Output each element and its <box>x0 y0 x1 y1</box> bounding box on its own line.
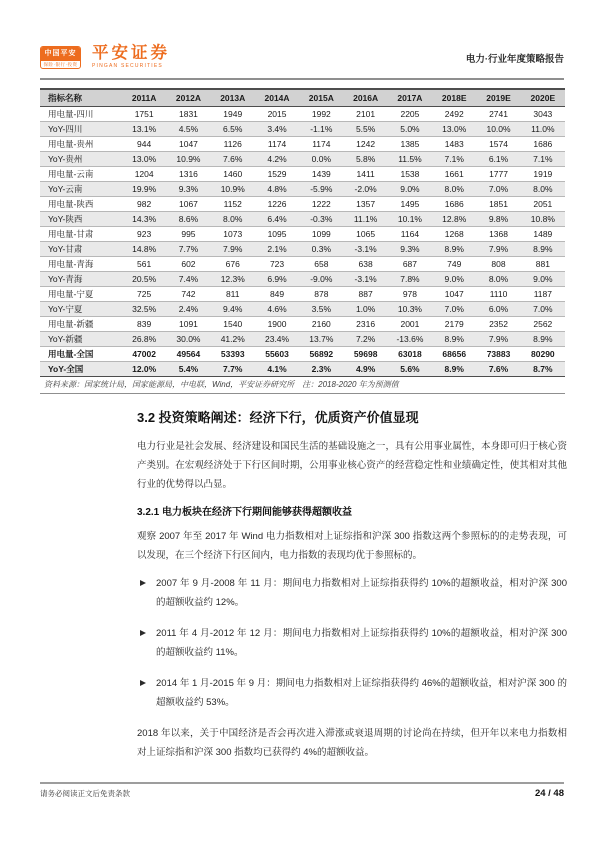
cell-value: 6.9% <box>255 272 299 287</box>
cell-value: 1439 <box>299 167 343 182</box>
brand-name: 平安证券 <box>92 44 170 62</box>
cell-value: 1268 <box>432 227 476 242</box>
cell-value: 1065 <box>343 227 387 242</box>
cell-value: 923 <box>122 227 166 242</box>
arrow-right-icon <box>140 680 146 686</box>
cell-value: 878 <box>299 287 343 302</box>
cell-value: 1099 <box>299 227 343 242</box>
cell-value: 7.0% <box>476 182 520 197</box>
cell-value: 1489 <box>521 227 565 242</box>
cell-value: 9.3% <box>166 182 210 197</box>
cell-value: 7.4% <box>166 272 210 287</box>
row-label: YoY-陕西 <box>40 212 122 227</box>
cell-value: 2179 <box>432 317 476 332</box>
cell-value: 1574 <box>476 137 520 152</box>
cell-value: 5.5% <box>343 122 387 137</box>
cell-value: 53393 <box>211 347 255 362</box>
cell-value: 1174 <box>299 137 343 152</box>
cell-value: 1095 <box>255 227 299 242</box>
cell-value: 12.8% <box>432 212 476 227</box>
row-label: YoY-甘肃 <box>40 242 122 257</box>
cell-value: 8.9% <box>432 332 476 347</box>
cell-value: 80290 <box>521 347 565 362</box>
cell-value: 7.9% <box>476 242 520 257</box>
cell-value: 1126 <box>211 137 255 152</box>
column-header: 2016A <box>343 89 387 107</box>
cell-value: 3.5% <box>299 302 343 317</box>
cell-value: 1495 <box>388 197 432 212</box>
table-row <box>40 317 565 332</box>
cell-value: 12.3% <box>211 272 255 287</box>
cell-value: 1851 <box>476 197 520 212</box>
cell-value: -3.1% <box>343 272 387 287</box>
cell-value: 808 <box>476 257 520 272</box>
table-row <box>40 197 565 212</box>
cell-value: 8.7% <box>521 362 565 377</box>
cell-value: 13.7% <box>299 332 343 347</box>
cell-value: 4.5% <box>166 122 210 137</box>
row-label: 用电量-甘肃 <box>40 227 122 242</box>
main-content <box>137 407 567 771</box>
table-row <box>40 122 565 137</box>
cell-value: 4.2% <box>255 152 299 167</box>
cell-value: 12.0% <box>122 362 166 377</box>
cell-value: 1538 <box>388 167 432 182</box>
cell-value: 9.4% <box>211 302 255 317</box>
cell-value: 2.4% <box>166 302 210 317</box>
cell-value: 6.1% <box>476 152 520 167</box>
table-row <box>40 332 565 347</box>
cell-value: 10.0% <box>476 122 520 137</box>
cell-value: 63018 <box>388 347 432 362</box>
cell-value: 978 <box>388 287 432 302</box>
cell-value: 602 <box>166 257 210 272</box>
cell-value: 8.0% <box>476 272 520 287</box>
cell-value: 32.5% <box>122 302 166 317</box>
table-row <box>40 347 565 362</box>
cell-value: 2051 <box>521 197 565 212</box>
cell-value: 7.6% <box>476 362 520 377</box>
electricity-consumption-table-section <box>40 88 565 394</box>
cell-value: 7.1% <box>521 152 565 167</box>
cell-value: 881 <box>521 257 565 272</box>
logo-badge-title: 中国平安 <box>41 47 80 61</box>
cell-value: 20.5% <box>122 272 166 287</box>
cell-value: 1540 <box>211 317 255 332</box>
cell-value: 2160 <box>299 317 343 332</box>
cell-value: 1204 <box>122 167 166 182</box>
table-row <box>40 167 565 182</box>
cell-value: 30.0% <box>166 332 210 347</box>
cell-value: 2001 <box>388 317 432 332</box>
cell-value: 10.8% <box>521 212 565 227</box>
cell-value: 1777 <box>476 167 520 182</box>
cell-value: 14.3% <box>122 212 166 227</box>
cell-value: 8.9% <box>432 362 476 377</box>
cell-value: 1751 <box>122 107 166 122</box>
table-row <box>40 107 565 122</box>
cell-value: 1067 <box>166 197 210 212</box>
row-label: 用电量-四川 <box>40 107 122 122</box>
table-row <box>40 257 565 272</box>
cell-value: 723 <box>255 257 299 272</box>
cell-value: 9.8% <box>476 212 520 227</box>
cell-value: 13.0% <box>122 152 166 167</box>
row-label: 用电量-宁夏 <box>40 287 122 302</box>
bullet-text: 2007 年 9 月-2008 年 11 月：期间电力指数相对上证综指获得约 10%的超额收益，相对沪深 300 的超额收益约 12%。 <box>156 578 567 608</box>
column-header: 2020E <box>521 89 565 107</box>
row-label: 用电量-贵州 <box>40 137 122 152</box>
table-row <box>40 137 565 152</box>
cell-value: 73883 <box>476 347 520 362</box>
cell-value: 638 <box>343 257 387 272</box>
column-header: 2018E <box>432 89 476 107</box>
table-body <box>40 107 565 377</box>
cell-value: 1047 <box>166 137 210 152</box>
cell-value: 1091 <box>166 317 210 332</box>
cell-value: 1242 <box>343 137 387 152</box>
cell-value: 6.0% <box>476 302 520 317</box>
cell-value: 1047 <box>432 287 476 302</box>
cell-value: 23.4% <box>255 332 299 347</box>
cell-value: 1073 <box>211 227 255 242</box>
cell-value: 8.0% <box>521 182 565 197</box>
section-title: 3.2 投资策略阐述：经济下行，优质资产价值显现 <box>137 410 419 425</box>
cell-value: 6.4% <box>255 212 299 227</box>
cell-value: 1385 <box>388 137 432 152</box>
cell-value: 1831 <box>166 107 210 122</box>
cell-value: 9.0% <box>388 182 432 197</box>
cell-value: 1357 <box>343 197 387 212</box>
cell-value: 1187 <box>521 287 565 302</box>
row-label: 用电量-云南 <box>40 167 122 182</box>
arrow-right-icon <box>140 580 146 586</box>
cell-value: 4.8% <box>255 182 299 197</box>
row-label: YoY-宁夏 <box>40 302 122 317</box>
cell-value: 59698 <box>343 347 387 362</box>
cell-value: 2015 <box>255 107 299 122</box>
cell-value: 49564 <box>166 347 210 362</box>
row-label: YoY-全国 <box>40 362 122 377</box>
cell-value: -5.9% <box>299 182 343 197</box>
cell-value: 7.1% <box>432 152 476 167</box>
cell-value: 7.8% <box>388 272 432 287</box>
cell-value: 1368 <box>476 227 520 242</box>
cell-value: 2.3% <box>299 362 343 377</box>
cell-value: 676 <box>211 257 255 272</box>
report-type-label: 电力·行业年度策略报告 <box>465 53 564 65</box>
cell-value: 14.8% <box>122 242 166 257</box>
cell-value: 2352 <box>476 317 520 332</box>
page-number: 24 / 48 <box>534 788 564 799</box>
paragraph: 电力行业是社会发展、经济建设和国民生活的基础设施之一，具有公用事业属性，本身即可归于核心资产类别。在宏观经济处于下行区间时期，公用事业核心资产的经营稳定性和业绩确定性，使其相对其他行业的优势得以凸显。 <box>137 441 567 490</box>
cell-value: 8.9% <box>432 242 476 257</box>
cell-value: -2.0% <box>343 182 387 197</box>
cell-value: 687 <box>388 257 432 272</box>
logo-badge-subtitle: 保险·银行·投资 <box>43 62 78 67</box>
cell-value: 944 <box>122 137 166 152</box>
column-header: 2017A <box>388 89 432 107</box>
brand-block <box>92 45 170 70</box>
column-header: 2012A <box>166 89 210 107</box>
bullet-item <box>140 574 567 612</box>
cell-value: 849 <box>255 287 299 302</box>
cell-value: 19.9% <box>122 182 166 197</box>
cell-value: 1919 <box>521 167 565 182</box>
column-header: 指标名称 <box>40 89 122 107</box>
column-header: 2014A <box>255 89 299 107</box>
cell-value: 839 <box>122 317 166 332</box>
cell-value: 7.0% <box>432 302 476 317</box>
cell-value: 2.1% <box>255 242 299 257</box>
row-label: YoY-四川 <box>40 122 122 137</box>
row-label: YoY-云南 <box>40 182 122 197</box>
cell-value: 5.6% <box>388 362 432 377</box>
cell-value: 55603 <box>255 347 299 362</box>
table-row <box>40 152 565 167</box>
bullet-text: 2014 年 1 月-2015 年 9 月：期间电力指数相对上证综指获得约 46%的超额收益，相对沪深 300 的超额收益约 53%。 <box>156 678 567 708</box>
cell-value: 2316 <box>343 317 387 332</box>
cell-value: 10.9% <box>211 182 255 197</box>
row-label: 用电量-新疆 <box>40 317 122 332</box>
table-row <box>40 242 565 257</box>
cell-value: 8.0% <box>211 212 255 227</box>
cell-value: -13.6% <box>388 332 432 347</box>
table-row <box>40 182 565 197</box>
cell-value: 7.6% <box>211 152 255 167</box>
cell-value: 10.3% <box>388 302 432 317</box>
cell-value: 6.5% <box>211 122 255 137</box>
cell-value: 1686 <box>432 197 476 212</box>
cell-value: 4.6% <box>255 302 299 317</box>
cell-value: 11.5% <box>388 152 432 167</box>
cell-value: 1316 <box>166 167 210 182</box>
column-header: 2015A <box>299 89 343 107</box>
data-table <box>40 88 565 377</box>
arrow-right-icon <box>140 630 146 636</box>
cell-value: 68656 <box>432 347 476 362</box>
cell-value: 9.0% <box>521 272 565 287</box>
table-row <box>40 287 565 302</box>
cell-value: 1483 <box>432 137 476 152</box>
cell-value: 1411 <box>343 167 387 182</box>
cell-value: 995 <box>166 227 210 242</box>
paragraph: 2018 年以来，关于中国经济是否会再次进入滞涨或衰退周期的讨论尚在持续，但开年以来电力指数相对上证综指和沪深 300 指数均已获得约 4%的超额收益。 <box>137 728 567 758</box>
cell-value: 1529 <box>255 167 299 182</box>
cell-value: 982 <box>122 197 166 212</box>
cell-value: -0.3% <box>299 212 343 227</box>
cell-value: 7.0% <box>521 302 565 317</box>
cell-value: 1661 <box>432 167 476 182</box>
cell-value: 13.1% <box>122 122 166 137</box>
cell-value: 4.9% <box>343 362 387 377</box>
cell-value: 887 <box>343 287 387 302</box>
row-label: YoY-青海 <box>40 272 122 287</box>
cell-value: 4.1% <box>255 362 299 377</box>
cell-value: 3043 <box>521 107 565 122</box>
cell-value: 1460 <box>211 167 255 182</box>
cell-value: 2205 <box>388 107 432 122</box>
cell-value: 749 <box>432 257 476 272</box>
cell-value: 5.0% <box>388 122 432 137</box>
cell-value: 1110 <box>476 287 520 302</box>
table-row <box>40 212 565 227</box>
cell-value: 658 <box>299 257 343 272</box>
cell-value: 8.9% <box>521 242 565 257</box>
row-label: 用电量-青海 <box>40 257 122 272</box>
cell-value: 1222 <box>299 197 343 212</box>
table-row <box>40 272 565 287</box>
cell-value: 2562 <box>521 317 565 332</box>
cell-value: 47002 <box>122 347 166 362</box>
cell-value: 11.1% <box>343 212 387 227</box>
cell-value: 8.6% <box>166 212 210 227</box>
cell-value: 7.2% <box>343 332 387 347</box>
table-source-note: 资料来源：国家统计局，国家能源局，中电联，Wind，平安证券研究所 注：2018-2020 年为预测值 <box>40 377 565 394</box>
cell-value: 1226 <box>255 197 299 212</box>
pingan-logo-icon <box>40 46 81 69</box>
column-header: 2011A <box>122 89 166 107</box>
cell-value: 1174 <box>255 137 299 152</box>
cell-value: 0.0% <box>299 152 343 167</box>
cell-value: 41.2% <box>211 332 255 347</box>
cell-value: 11.0% <box>521 122 565 137</box>
cell-value: 13.0% <box>432 122 476 137</box>
cell-value: -9.0% <box>299 272 343 287</box>
cell-value: 3.4% <box>255 122 299 137</box>
cell-value: 725 <box>122 287 166 302</box>
cell-value: 1992 <box>299 107 343 122</box>
cell-value: 7.9% <box>476 332 520 347</box>
cell-value: 742 <box>166 287 210 302</box>
cell-value: 811 <box>211 287 255 302</box>
cell-value: 8.0% <box>432 182 476 197</box>
cell-value: 561 <box>122 257 166 272</box>
page-header <box>40 45 564 80</box>
cell-value: 10.1% <box>388 212 432 227</box>
bullet-text: 2011 年 4 月-2012 年 12 月：期间电力指数相对上证综指获得约 10%的超额收益，相对沪深 300 的超额收益约 11%。 <box>156 628 567 658</box>
cell-value: 26.8% <box>122 332 166 347</box>
table-row <box>40 227 565 242</box>
bullet-item <box>140 624 567 662</box>
cell-value: 2741 <box>476 107 520 122</box>
row-label: 用电量-陕西 <box>40 197 122 212</box>
table-row <box>40 362 565 377</box>
cell-value: 10.9% <box>166 152 210 167</box>
bullet-item <box>140 674 567 712</box>
disclaimer-text: 请务必阅读正文后免责条款 <box>40 789 130 798</box>
cell-value: 2101 <box>343 107 387 122</box>
cell-value: 5.4% <box>166 362 210 377</box>
cell-value: 1686 <box>521 137 565 152</box>
cell-value: 2492 <box>432 107 476 122</box>
cell-value: 0.3% <box>299 242 343 257</box>
row-label: YoY-新疆 <box>40 332 122 347</box>
table-row <box>40 302 565 317</box>
cell-value: 1949 <box>211 107 255 122</box>
row-label: 用电量-全国 <box>40 347 122 362</box>
cell-value: 5.8% <box>343 152 387 167</box>
row-label: YoY-贵州 <box>40 152 122 167</box>
table-header <box>40 89 565 107</box>
cell-value: 1152 <box>211 197 255 212</box>
cell-value: 8.9% <box>521 332 565 347</box>
cell-value: -1.1% <box>299 122 343 137</box>
cell-value: 1164 <box>388 227 432 242</box>
cell-value: 7.9% <box>211 242 255 257</box>
cell-value: 1900 <box>255 317 299 332</box>
cell-value: 7.7% <box>211 362 255 377</box>
subsection-title: 3.2.1 电力板块在经济下行期间能够获得超额收益 <box>137 507 353 518</box>
table-header-row <box>40 89 565 107</box>
paragraph: 观察 2007 年至 2017 年 Wind 电力指数相对上证综指和沪深 300 指数这两个参照标的的走势表现，可以发现，在三个经济下行区间内，电力指数的表现均优于参照标的。 <box>137 531 567 561</box>
cell-value: 7.7% <box>166 242 210 257</box>
column-header: 2019E <box>476 89 520 107</box>
cell-value: -3.1% <box>343 242 387 257</box>
cell-value: 1.0% <box>343 302 387 317</box>
cell-value: 56892 <box>299 347 343 362</box>
cell-value: 9.3% <box>388 242 432 257</box>
column-header: 2013A <box>211 89 255 107</box>
cell-value: 9.0% <box>432 272 476 287</box>
page-footer <box>40 782 564 799</box>
brand-name-en: PINGAN SECURITIES <box>92 63 163 69</box>
